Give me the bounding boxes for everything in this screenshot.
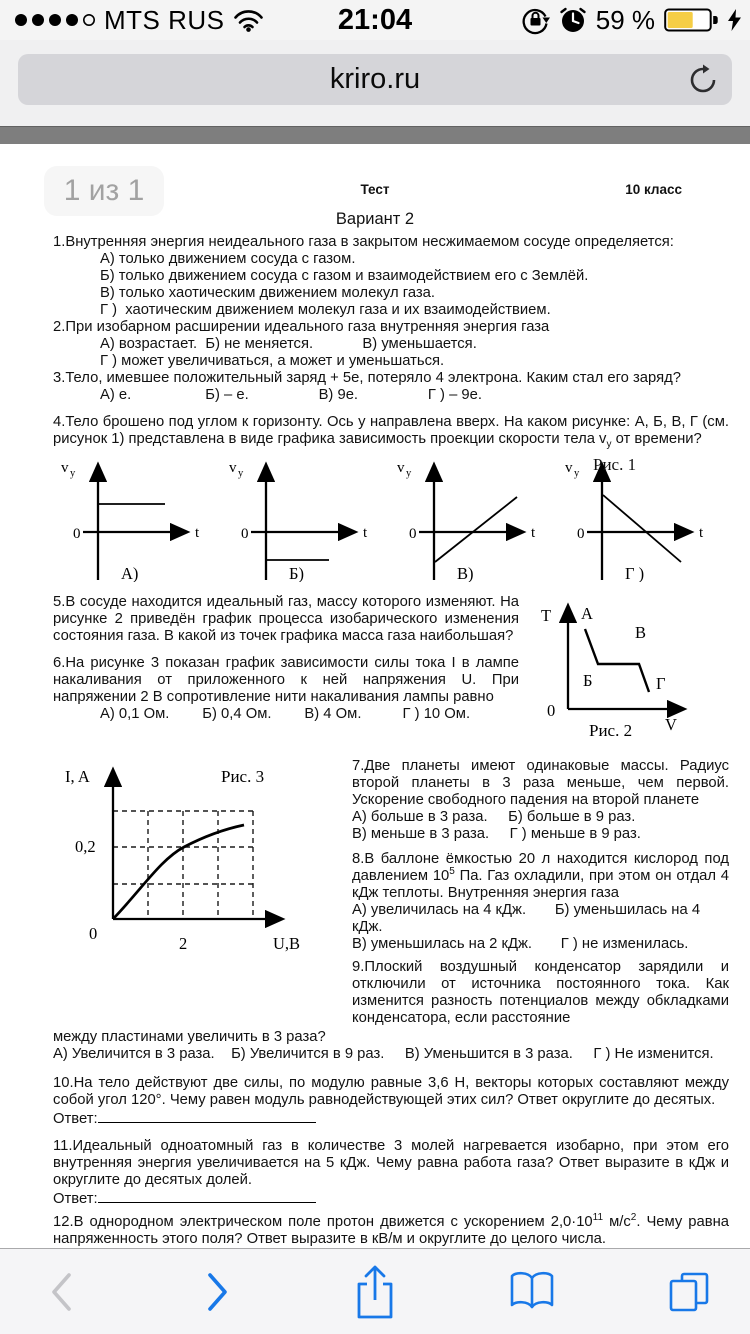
- svg-text:y: y: [238, 468, 244, 479]
- fig2-point-a-label: А: [581, 604, 593, 623]
- address-bar: [0, 40, 750, 127]
- question-12-stem: 12.В однородном электрическом поле протон движется с ускорением $2,0\cdot 10^{11}$ $м/с^2$. Чему равна напряженность этого поля? Ответ выразите в кВ/м и округлите до целого числа.: [53, 1212, 730, 1247]
- question-11-stem: 11.Идеальный одноатомный газ в количестве 3 молей нагревается изобарно, при этом его внутренняя энергия увеличивается на 5 кДж. Чему равна работа газа? Ответ выразите в кДж и округлите до десятых долей.: [53, 1138, 729, 1188]
- fig1-y-axis-label: v: [61, 460, 69, 476]
- question-1-option: Б) только движением сосуда с газом и взаимодействием его с Землёй.: [100, 268, 589, 284]
- battery-percent: 59 %: [595, 4, 655, 35]
- figure-2-caption: Рис. 2: [589, 721, 633, 740]
- question-8-stem: 8.В баллоне ёмкостью 20 л находится кислород под давлением $10^5$ Па. Газ охладили, при этом он отдал 4 кДж теплоты. Внутренняя энергия газа: [352, 851, 729, 901]
- question-9-continuation: между пластинами увеличить в 3 раза?: [53, 1029, 326, 1045]
- reload-button[interactable]: [687, 64, 719, 96]
- figure-1-caption: Рис. 1: [593, 455, 637, 474]
- answer-blank-line: [98, 1189, 316, 1203]
- status-bar: [0, 0, 750, 40]
- fig1-graph-v-label: В): [457, 564, 474, 582]
- svg-text:0: 0: [577, 526, 585, 542]
- bookmarks-button[interactable]: [497, 1257, 567, 1327]
- svg-text:0: 0: [241, 526, 249, 542]
- fig1-graph-b-label: Б): [289, 564, 304, 582]
- fig3-y-axis-label: I, A: [65, 767, 90, 786]
- question-2-stem: 2.При изобарном расширении идеального газа внутренняя энергия газа: [53, 319, 550, 335]
- fig3-origin-label: 0: [89, 924, 98, 943]
- fig2-point-v-label: В: [635, 623, 647, 642]
- tabs-button[interactable]: [654, 1257, 724, 1327]
- figure-3-caption: Рис. 3: [221, 767, 265, 786]
- doc-grade: 10 класс: [625, 182, 682, 197]
- svg-text:t: t: [699, 525, 704, 541]
- fig1-graph-a: [53, 454, 203, 582]
- question-4-stem: 4.Тело брошено под углом к горизонту. Ось у направлена вверх. На каком рисунке: А, Б, В, Г (см. рисунок 1) представлена в виде графика зависимость проекции скорости тела $v_y$ от времени?: [53, 414, 729, 450]
- battery-icon: [664, 8, 719, 32]
- question-8-option: В) уменьшилась на 2 кДж. Г ) не изменилась.: [352, 936, 689, 952]
- fig2-x-axis-label: V: [665, 715, 677, 734]
- q7-q9-column: [352, 758, 729, 1027]
- fig3-y-tick-label: 0,2: [75, 837, 96, 856]
- rotation-lock-icon: [521, 6, 550, 35]
- section-q5-q6: [53, 594, 729, 754]
- fig1-origin-label: 0: [73, 526, 81, 542]
- doc-content: [53, 234, 729, 1267]
- fig3-x-tick-label: 2: [179, 934, 188, 953]
- figure-3-column: [53, 758, 352, 1027]
- question-9-stem: 9.Плоский воздушный конденсатор зарядили и отключили от источника постоянного тока. Как изменится разность потенциалов между обкладками конденсатора, если расстояние: [352, 959, 729, 1026]
- page-top-band: [0, 126, 750, 145]
- question-7-stem: 7.Две планеты имеют одинаковые массы. Радиус второй планеты в 3 раза меньше, чем первой. Ускорение свободного падения на второй планете: [352, 758, 729, 808]
- fig2-point-b-label: Б: [583, 671, 593, 690]
- question-10-stem: 10.На тело действуют две силы, по модулю равные 3,6 Н, векторы которых составляют между собой угол 120°. Чему равен модуль равнодействующей этих сил? Ответ округлите до десятых.: [53, 1075, 729, 1108]
- svg-text:y: y: [406, 468, 412, 479]
- doc-title: Тест: [360, 182, 390, 197]
- figure-2: [519, 594, 729, 749]
- url-field[interactable]: [18, 54, 732, 105]
- question-1-option: А) только движением сосуда с газом.: [100, 251, 356, 267]
- share-button[interactable]: [340, 1257, 410, 1327]
- fig1-graph-g-label: Г ): [625, 564, 645, 582]
- question-1-option: Г ) хаотическим движением молекул газа и их взаимодействием.: [100, 302, 551, 318]
- question-10: [53, 1075, 729, 1128]
- question-8-option: А) увеличилась на 4 кДж. Б) уменьшилась на 4 кДж.: [352, 902, 705, 935]
- open-book-icon: [505, 1269, 559, 1315]
- fig2-y-axis-label: Т: [541, 606, 552, 625]
- question-1-option: В) только хаотическим движением молекул газа.: [100, 285, 436, 301]
- clock-time: 21:04: [337, 4, 413, 36]
- page-indicator-badge: 1 из 1: [44, 166, 164, 216]
- share-icon: [352, 1263, 398, 1321]
- question-5-stem: 5.В сосуде находится идеальный газ, массу которого изменяют. На рисунке 2 приведён график процесса изобарического изменения состояния газа. В какой из точек графика масса газа наибольшая?: [53, 594, 519, 644]
- alarm-clock-icon: [559, 6, 587, 34]
- forward-button[interactable]: [183, 1257, 253, 1327]
- question-11: [53, 1138, 729, 1208]
- question-2-option: Г ) может увеличиваться, а может и уменьшаться.: [100, 353, 445, 369]
- question-9-option: А) Увеличится в 3 раза. Б) Увеличится в 9 раз. В) Уменьшится в 3 раза. Г ) Не изменится.: [53, 1046, 714, 1062]
- question-6-stem: 6.На рисунке 3 показан график зависимости силы тока I в лампе накаливания от приложенного к ней напряжения U. При напряжении 2 В сопротивление нити накаливания лампы равно: [53, 655, 519, 705]
- svg-text:t: t: [363, 525, 368, 541]
- fig2-origin-label: 0: [547, 701, 556, 720]
- variant-title: Вариант 2: [335, 210, 415, 228]
- reload-icon: [687, 64, 719, 96]
- status-right-group: [521, 0, 742, 40]
- figure-1: [53, 454, 713, 582]
- fig1-graph-b: [221, 454, 371, 582]
- svg-text:t: t: [531, 525, 536, 541]
- fig1-x-axis-label: t: [195, 525, 200, 541]
- question-3-option: А) е. Б) – е. В) 9е. Г ) – 9е.: [100, 387, 483, 403]
- fig1-graph-v: [389, 454, 539, 582]
- question-11-answer: Ответ:: [53, 1189, 729, 1208]
- svg-text:v: v: [565, 460, 573, 476]
- fig2-point-g-label: Г: [656, 674, 666, 693]
- forward-chevron-icon: [205, 1270, 231, 1314]
- tabs-icon: [665, 1269, 713, 1315]
- figure-3: [53, 758, 323, 953]
- svg-text:0: 0: [409, 526, 417, 542]
- q5-q6-column: [53, 594, 519, 754]
- question-1-stem: 1.Внутренняя энергия неидеального газа в закрытом несжимаемом сосуде определяется:: [53, 234, 674, 250]
- question-7-option: А) больше в 3 раза. Б) больше в 9 раз.: [352, 809, 636, 825]
- svg-text:y: y: [70, 468, 76, 479]
- safari-toolbar: [0, 1248, 750, 1334]
- document-page[interactable]: [0, 144, 750, 1248]
- figure-2-column: [519, 594, 729, 754]
- url-text: kriro.ru: [329, 63, 421, 95]
- svg-text:v: v: [397, 460, 405, 476]
- fig1-graph-a-label: А): [121, 564, 139, 582]
- back-button[interactable]: [26, 1257, 96, 1327]
- answer-blank-line: [98, 1109, 316, 1123]
- question-10-answer: Ответ:: [53, 1109, 729, 1128]
- question-7-option: В) меньше в 3 раза. Г ) меньше в 9 раз.: [352, 826, 641, 842]
- question-6-option: А) 0,1 Ом. Б) 0,4 Ом. В) 4 Ом. Г ) 10 Ом.: [100, 706, 471, 722]
- svg-text:v: v: [229, 460, 237, 476]
- question-2-option: А) возрастает. Б) не меняется. В) уменьшается.: [100, 336, 477, 352]
- carrier-label: MTS RUS: [104, 4, 225, 35]
- section-q7-q9: [53, 758, 729, 1027]
- back-chevron-icon: [48, 1270, 74, 1314]
- fig3-x-axis-label: U,B: [273, 934, 301, 953]
- question-3-stem: 3.Тело, имевшее положительный заряд + 5е, потеряло 4 электрона. Каким стал его заряд?: [53, 370, 681, 386]
- svg-text:y: y: [574, 468, 580, 479]
- charging-bolt-icon: [728, 9, 742, 31]
